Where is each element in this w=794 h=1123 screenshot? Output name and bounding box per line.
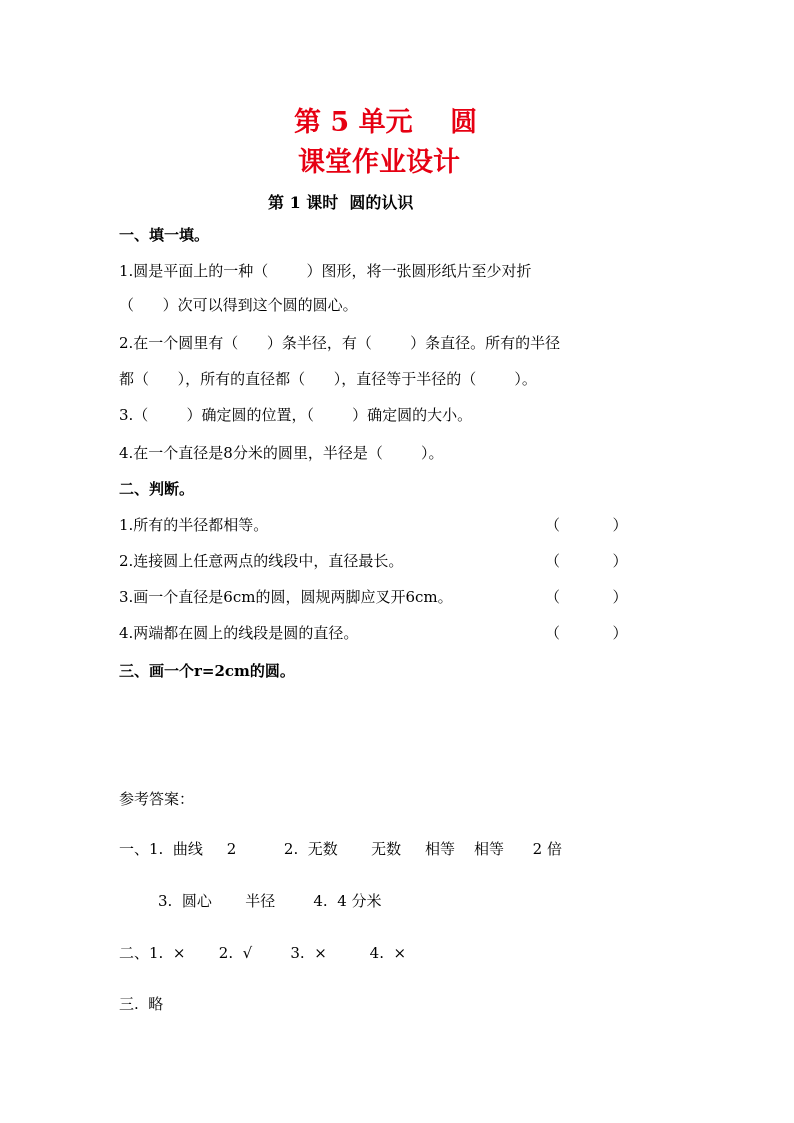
unit-title: 第 5 单元 圆 [294,107,478,138]
judge-bracket-3: （ ） [545,588,628,606]
q2-line2: 都（ ），所有的直径都（ ），直径等于半径的（ ）。 [119,370,537,388]
lesson-title: 第 1 课时 圆的认识 [268,193,414,212]
judge-bracket-1: （ ） [545,516,628,534]
section3-heading: 三、画一个r=2cm的圆。 [119,662,295,680]
q3-line: 3.（ ）确定圆的位置，（ ）确定圆的大小。 [119,406,473,424]
answers-line3: 二、1. × 2. √ 3. × 4. × [119,944,407,962]
answers-heading: 参考答案： [119,790,195,808]
judge-item-3: 3.画一个直径是6cm的圆，圆规两脚应叉开6cm。 [119,588,453,606]
doc-title: 课堂作业设计 [298,147,460,178]
q4-line: 4.在一个直径是8分米的圆里，半径是（ ）。 [119,444,444,462]
judge-bracket-4: （ ） [545,624,628,642]
answers-line1: 一、1. 曲线 2 2. 无数 无数 相等 相等 2 倍 [119,840,562,858]
q2-line1: 2.在一个圆里有（ ）条半径，有（ ）条直径。所有的半径 [119,334,561,352]
judge-item-2: 2.连接圆上任意两点的线段中，直径最长。 [119,552,404,570]
judge-item-4: 4.两端都在圆上的线段是圆的直径。 [119,624,359,642]
section2-heading: 二、判断。 [119,480,195,498]
answers-line4: 三. 略 [119,995,164,1013]
answers-line2: 3. 圆心 半径 4. 4 分米 [158,892,382,910]
q1-line2: （ ）次可以得到这个圆的圆心。 [119,296,358,314]
judge-item-1: 1.所有的半径都相等。 [119,516,269,534]
judge-bracket-2: （ ） [545,552,628,570]
q1-line1: 1.圆是平面上的一种（ ）图形，将一张圆形纸片至少对折 [119,262,532,280]
section1-heading: 一、填一填。 [119,226,210,244]
